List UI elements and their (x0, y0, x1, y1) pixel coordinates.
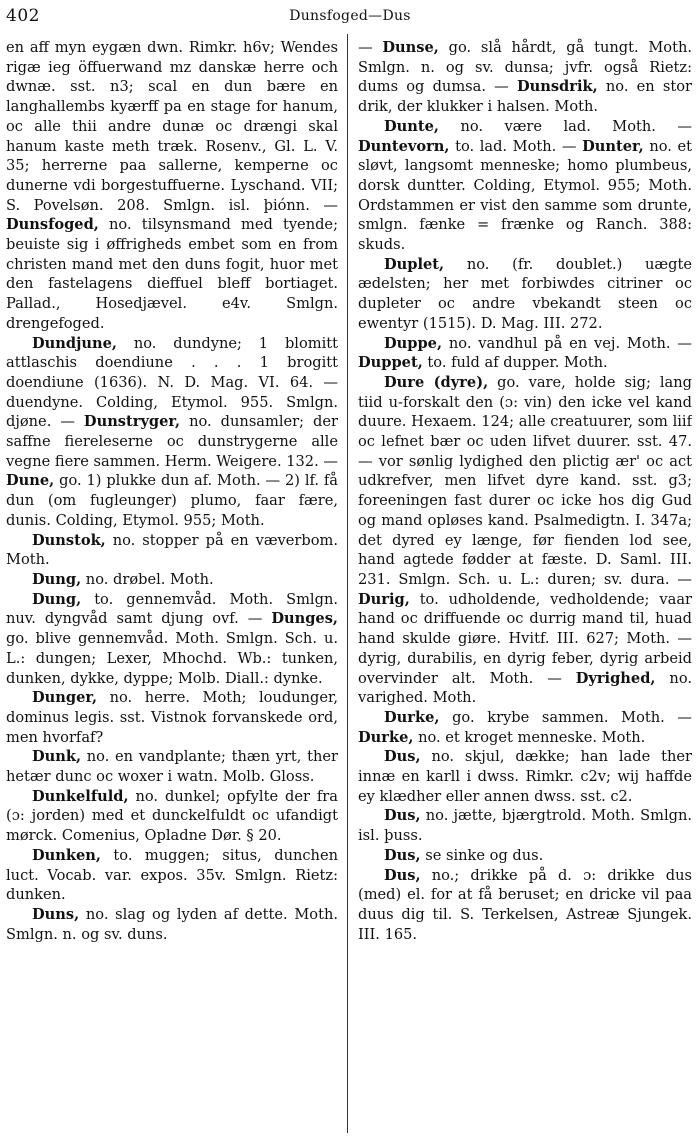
entry-paragraph: Dunken, to. muggen; situs, dunchen luct. Vocab. var. expos. 35v. Smlgn. Rietz: dunken. (6, 846, 338, 904)
headword: Dus, (384, 866, 421, 884)
entry-paragraph: Dunger, no. herre. Moth; loudunger, dominus legis. sst. Vistnok forvanskede ord, men hvorfaf? (6, 689, 338, 746)
column-divider (347, 34, 348, 1133)
entry-paragraph: Dus, se sinke og dus. (384, 846, 544, 864)
entry-paragraph: Dus, no. skjul, dække; han lade ther innæ en karll i dwss. Rimkr. c2v; wij haffde ey klædher eller annen dwss. sst. c2. (358, 748, 692, 805)
headword: Dung, (32, 590, 82, 608)
running-title: Dunsfoged—Dus (289, 8, 411, 24)
headword: Durke, (384, 708, 440, 726)
headword: Dunsfoged, (6, 216, 99, 234)
entry-paragraph: Dung, to. gennemvåd. Moth. Smlgn. nuv. dyngvåd samt djung ovf. — Dunges, go. blive gennemvåd. Moth. Smlgn. Sch. u. L.: dungen; Lexer, Mhochd. Wb.: tunken, dunken, dykke, dyppe; Molb. Diall.: dynke. (6, 590, 338, 687)
headword: Dundjune, (32, 334, 117, 352)
left-column (6, 38, 338, 1133)
entry-paragraph: Dung, no. drøbel. Moth. (32, 570, 214, 588)
headword: Dunstryger, (83, 413, 181, 431)
headword: Dyrighed, (575, 669, 656, 687)
headword: Dus, (384, 846, 421, 864)
headword: Dunger, (32, 689, 98, 707)
headword: Dunsdrik, (516, 78, 598, 96)
headword: Durig, (358, 590, 410, 608)
entry-paragraph: Dus, no.; drikke på d. ɔ: drikke dus (med) el. for at få beruset; en dricke vil paa duus dig til. S. Terkelsen, Astreæ Sjungek. III. 165. (358, 866, 692, 943)
headword: Dunk, (32, 748, 82, 766)
headword: Durke, (358, 728, 414, 746)
entry-paragraph: Dunkelfuld, no. dunkel; opfylte der fra (ɔ: jorden) med et dunckelfuldt oc ufandigt mørck. Comenius, Opladne Dør. § 20. (6, 787, 338, 845)
entry-paragraph: Dus, no. jætte, bjærgtrold. Moth. Smlgn. isl. þuss. (358, 807, 692, 845)
entry-paragraph: — Dunse, go. slå hårdt, gå tungt. Moth. Smlgn. n. og sv. dunsa; jvfr. også Rietz: dums og dumsa. — Dunsdrik, no. en stor drik, der klukker i halsen. Moth. (358, 39, 692, 116)
entry-paragraph: Duppe, no. vandhul på en vej. Moth. — Duppet, to. fuld af dupper. Moth. (358, 334, 692, 372)
page-number: 402 (6, 6, 40, 26)
headword: Dune, (6, 472, 55, 490)
headword: Duplet, (384, 255, 445, 273)
headword: Dunse, (382, 39, 439, 56)
headword: Dunstok, (32, 531, 106, 549)
headword: Duntevorn, (358, 137, 450, 155)
entry-paragraph: Durke, go. krybe sammen. Moth. — Durke, no. et kroget menneske. Moth. (358, 708, 692, 746)
headword: Dus, (384, 807, 421, 825)
entry-paragraph: Dunstok, no. stopper på en væverbom. Moth. (6, 531, 338, 569)
entry-paragraph: Dure (dyre), go. vare, holde sig; lang tiid u-forskalt den (ɔ: vin) den icke vel kand duure. Hexaem. 124; alle creatuurer, som liif oc lefnet bær oc uden lifvet duurer. sst. 47. — vor sønlig lydighed den plictig ær' oc act udkrefver, men lifvet dyre kand. sst. g3; foreeningen fast durer oc icke hos dig Gud og mand opløses kand. Psalmedigtn. I. 347a; det dyred ey længe, før fienden lod see, hand agtede fødder at fæste. D. Saml. III. 231. Smlgn. Sch. u. L.: duren; sv. dura. — Durig, to. udholdende, vedholdende; vaar hand oc driffuende oc durrig mand til, huad hand skulde giøre. Hvitf. III. 627; Moth. — dyrig, durabilis, en dyrig feber, dyrig arbeid overvinder alt. Moth. — Dyrighed, no. varighed. Moth. (358, 373, 692, 707)
entry-paragraph: en aff myn eygæn dwn. Rimkr. h6v; Wendes rigæ ieg öffuerwand mz danskæ herre och dwnæ. sst. n3; scal en dun bære en langhallembs kyærff pa en stage for hanum, oc alle thii andre dunæ oc drængi skal hanum kaste meth træk. Rosenv., Gl. L. V. 35; herrerne paa sallerne, kemperne oc dunerne vdi borgestuffuerne. Lyschand. VII; S. Povelsøn. 208. Smlgn. isl. þiónn. — Dunsfoged, no. tilsynsmand med tyende; beuiste sig i øffrigheds embet som en from christen mand met den duns fogit, huor met den fastelagens dieffuel bleff bortiaget. Pallad., Hosedjævel. e4v. Smlgn. drengefoged. (6, 39, 338, 332)
headword: Dung, (32, 570, 82, 588)
headword: Dunkelfuld, (32, 787, 129, 805)
entry-paragraph: Dunk, no. en vandplante; thæn yrt, ther hetær dunc oc woxer i watn. Molb. Gloss. (6, 748, 338, 786)
right-column (358, 38, 692, 1133)
headword: Dunken, (32, 846, 101, 864)
headword: Duns, (32, 905, 80, 923)
headword: Dunges, (271, 610, 338, 628)
entry-paragraph: Dunte, no. være lad. Moth. — Duntevorn, to. lad. Moth. — Dunter, no. et sløvt, langsomt menneske; homo plumbeus, dorsk duntter. Colding, Etymol. 955; Moth. Ordstammen er vist den samme som drunte, smlgn. fænke = frænke og Ranch. 388: skuds. (358, 117, 692, 254)
entry-paragraph: Dundjune, no. dundyne; 1 blomitt attlaschis doendiune . . . 1 brogitt doendiune (1636). N. D. Mag. VI. 64. — duendyne. Colding, Etymol. 955. Smlgn. djøne. — Dunstryger, no. dunsamler; der saffne fiereleserne oc dunstrygerne alle vegne fiere sammen. Herm. Weigere. 132. — Dune, go. 1) plukke dun af. Moth. — 2) lf. få dun (om fugleunger) plumo, faar fære, dunis. Colding, Etymol. 955; Moth. (6, 334, 338, 529)
headword: Dure (dyre), (384, 373, 489, 391)
headword: Duppet, (358, 354, 423, 372)
headword: Dus, (384, 748, 421, 766)
entry-paragraph: Duns, no. slag og lyden af dette. Moth. Smlgn. n. og sv. duns. (6, 905, 338, 943)
entry-paragraph: Duplet, no. (fr. doublet.) uægte ædelsten; her met forbiwdes citriner oc dupleter oc andre vbekandt steen oc ewentyr (1515). D. Mag. III. 272. (358, 255, 692, 332)
headword: Duppe, (384, 334, 443, 352)
headword: Dunter, (582, 137, 644, 155)
headword: Dunte, (384, 117, 439, 135)
page-header (0, 6, 700, 28)
